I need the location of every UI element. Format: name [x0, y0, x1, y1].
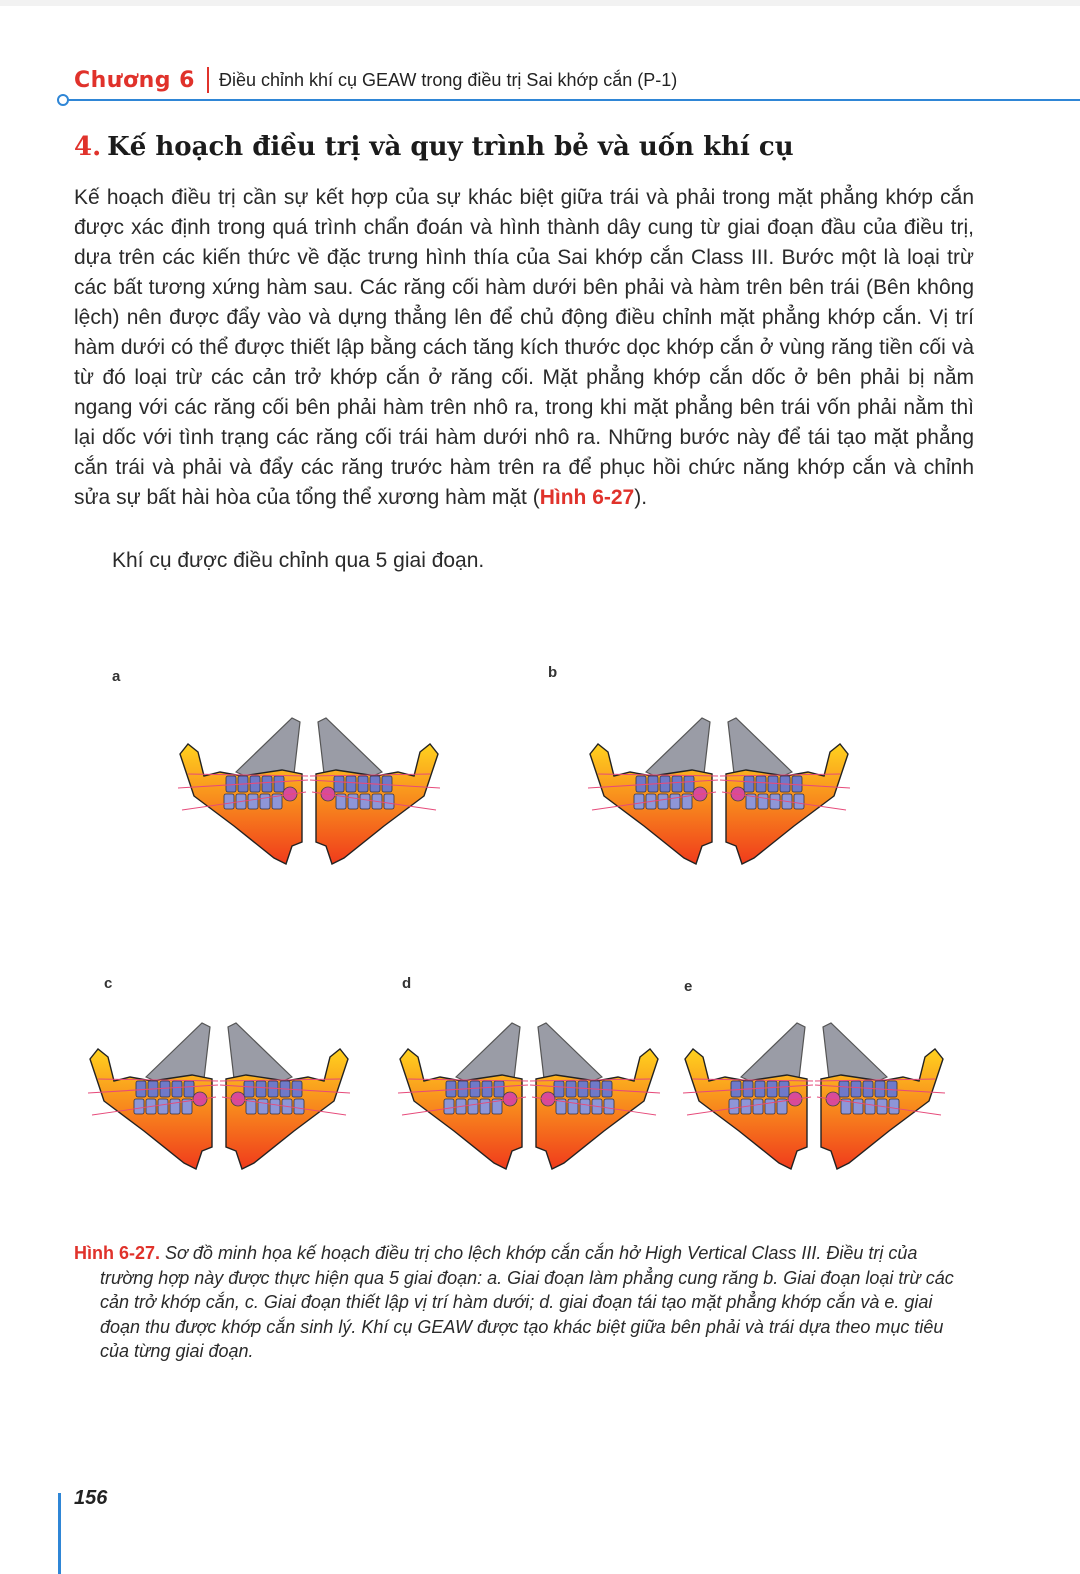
running-header [74, 64, 677, 96]
body-paragraph-text: Kế hoạch điều trị cần sự kết hợp của sự khác biệt giữa trái và phải trong mặt phẳng khớp cắn được xác định trong quá trình chẩn đoán và hình thành dây cung từ giai đoạn đầu của điều trị, dựa trên các kiến thức về đặc trưng hình thía của Sai khớp cắn Class III. Bước một là loại trừ các bất tương xứng hàm sau. Các răng cối hàm dưới bên phải và hàm trên bên trái (Bên không lệch) nên được đẩy vào và dựng thẳng lên để chủ động điều chỉnh mặt phẳng khớp cắn. Vị trí hàm dưới có thể được thiết lập bằng cách tăng kích thước dọc khớp cắn ở vùng răng tiền cối và từ đó loại trừ các cản trở khớp cắn ở răng cối. Mặt phẳng khớp cắn dốc ở bên phải bị nằm ngang với các răng cối bên phải hàm trên nhô ra, trong khi mặt phẳng bên trái vốn phải nằm thì lại dốc với tình trạng các răng cối trái hàm dưới nhô ra. Những bước này để tái tạo mặt phẳng cắn trái và phải và đẩy các răng trước hàm trên ra để phục hồi chức năng khớp cắn và chỉnh sửa sự bất hài hòa của tổng thể xương hàm mặt ( [74, 186, 974, 509]
panel-e-diagram [679, 1019, 954, 1179]
panel-d-diagram [394, 1019, 669, 1179]
page-number: 156 [74, 1487, 108, 1509]
panel-a-diagram [174, 714, 449, 874]
panel-label-b: b [548, 664, 558, 681]
panel-label-e: e [684, 978, 693, 995]
section-number: 4. [74, 132, 102, 162]
panel-label-c: c [104, 975, 113, 992]
stages-intro: Khí cụ được điều chỉnh qua 5 giai đoạn. [112, 549, 485, 572]
header-rule-dot [57, 94, 69, 106]
footer-bar [58, 1493, 61, 1574]
panel-label-a: a [112, 668, 121, 685]
figure-reference-link[interactable]: Hình 6-27 [539, 486, 635, 509]
body-paragraph [74, 183, 974, 513]
panel-b-diagram [584, 714, 859, 874]
panel-c-diagram [84, 1019, 359, 1179]
top-strip [0, 0, 1080, 6]
section-heading [74, 132, 794, 162]
figure-6-27 [74, 644, 972, 1224]
figure-caption [74, 1241, 974, 1364]
chapter-label: Chương 6 [74, 67, 195, 93]
caption-text: Sơ đồ minh họa kế hoạch điều trị cho lệch khớp cắn cắn hở High Vertical Class III. Điều trị của trường hợp này được thực hiện qua 5 giai đoạn: a. Giai đoạn làm phẳng cung răng b. Giai đoạn loại trừ các cản trở khớp cắn, c. Giai đoạn thiết lập vị trí hàm dưới; d. giai đoạn tái tạo mặt phẳng khớp cắn và e. giai đoạn thu được khớp cắn sinh lý. Khí cụ GEAW được tạo khác biệt giữa bên phải và trái dựa theo mục tiêu của từng giai đoạn. [100, 1243, 954, 1361]
header-rule [66, 99, 1080, 101]
caption-label: Hình 6-27. [74, 1243, 161, 1263]
section-title: Kế hoạch điều trị và quy trình bẻ và uốn khí cụ [107, 132, 794, 162]
header-title: Điều chỉnh khí cụ GEAW trong điều trị Sai khớp cắn (P-1) [218, 69, 678, 90]
panel-label-d: d [402, 975, 412, 992]
header-separator [207, 67, 209, 93]
body-paragraph-end: ). [634, 486, 648, 509]
